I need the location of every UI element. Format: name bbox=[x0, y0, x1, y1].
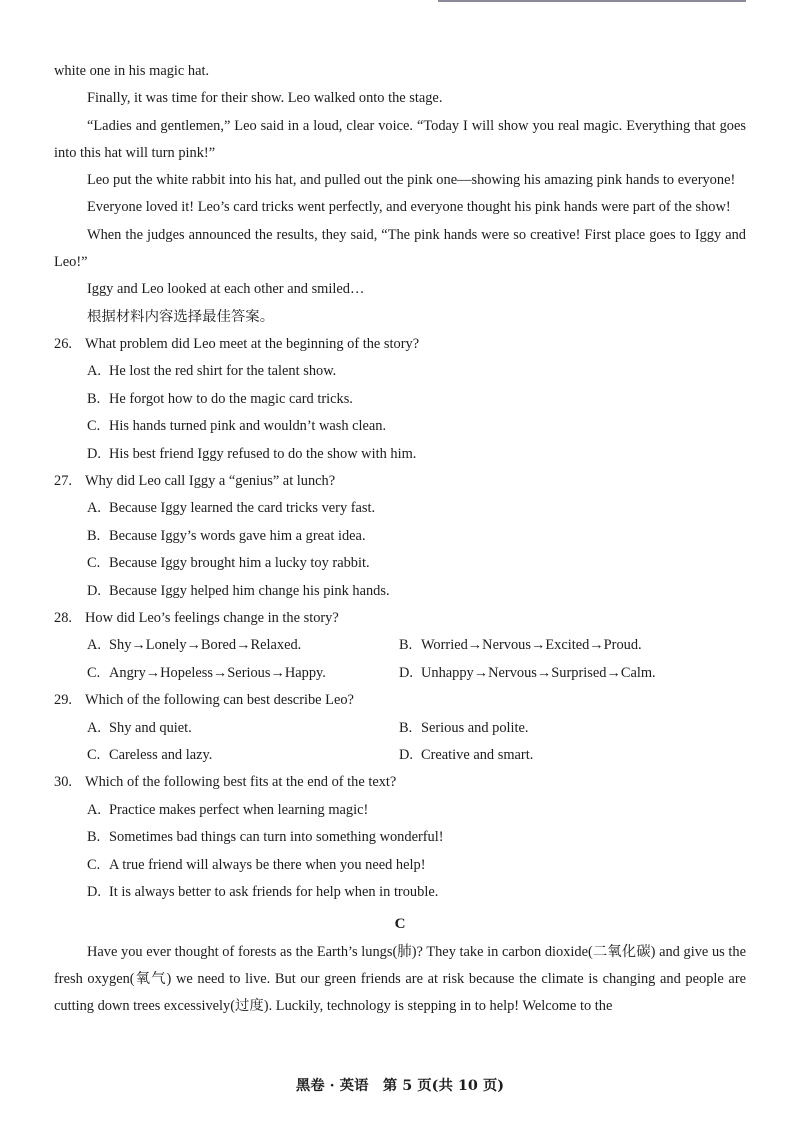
instruction-text: 根据材料内容选择最佳答案。 bbox=[87, 308, 275, 325]
question-stem bbox=[54, 468, 746, 495]
option-row bbox=[54, 550, 746, 577]
story-paragraph: Everyone loved it! Leo’s card tricks went perfectly, and everyone thought his pink hands were part of the show! bbox=[87, 199, 731, 216]
option-row bbox=[54, 824, 746, 851]
option-row bbox=[54, 386, 746, 413]
option-a[interactable]: A. Practice makes perfect when learning magic! bbox=[87, 801, 369, 818]
option-row bbox=[54, 660, 746, 687]
option-b[interactable]: B. Serious and polite. bbox=[399, 719, 529, 736]
exam-page bbox=[54, 58, 746, 1020]
option-a[interactable]: A. He lost the red shirt for the talent show. bbox=[87, 363, 337, 380]
option-row bbox=[54, 632, 746, 659]
question-30 bbox=[54, 769, 746, 906]
section-c-paragraph: Have you ever thought of forests as the Earth’s lungs(肺)? They take in carbon dioxide(二氧化碳) and give us the fresh oxygen(氧气) we need to live. But our green friends are at risk because the climate is changing and people are cutting down trees excessively(过度). Luckily, technology is stepping in to help! Welcome to the bbox=[54, 943, 746, 1015]
option-d[interactable]: D. It is always better to ask friends for help when in trouble. bbox=[87, 884, 439, 901]
story-paragraph: white one in his magic hat. bbox=[54, 63, 210, 79]
question-stem bbox=[54, 687, 746, 714]
option-d[interactable]: D. His best friend Iggy refused to do the show with him. bbox=[87, 445, 417, 462]
question-text: Which of the following best fits at the end of the text? bbox=[85, 774, 397, 791]
story-paragraph: “Ladies and gentlemen,” Leo said in a loud, clear voice. “Today I will show you real magic. Everything that goes into this hat will turn pink!” bbox=[54, 117, 746, 161]
question-number: 29. bbox=[54, 692, 72, 709]
top-border-line bbox=[438, 0, 746, 2]
option-c[interactable]: C. Angry→Hopeless→Serious→Happy. bbox=[87, 664, 326, 681]
option-row bbox=[54, 441, 746, 468]
question-stem bbox=[54, 331, 746, 358]
option-row bbox=[54, 879, 746, 906]
question-28 bbox=[54, 605, 746, 687]
story-paragraph: Finally, it was time for their show. Leo walked onto the stage. bbox=[87, 90, 443, 107]
option-row bbox=[54, 852, 746, 879]
option-row bbox=[54, 358, 746, 385]
question-number: 26. bbox=[54, 335, 72, 352]
section-heading: C bbox=[394, 915, 406, 932]
option-c[interactable]: C. A true friend will always be there when you need help! bbox=[87, 856, 426, 873]
story-continuation bbox=[54, 58, 746, 331]
option-row bbox=[54, 742, 746, 769]
option-row bbox=[54, 413, 746, 440]
option-a[interactable]: A. Because Iggy learned the card tricks very fast. bbox=[87, 500, 376, 517]
question-27 bbox=[54, 468, 746, 605]
option-d[interactable]: D. Because Iggy helped him change his pink hands. bbox=[87, 582, 390, 599]
option-b[interactable]: B. Worried→Nervous→Excited→Proud. bbox=[399, 637, 642, 654]
option-b[interactable]: B. Because Iggy’s words gave him a great idea. bbox=[87, 527, 366, 544]
option-row bbox=[54, 495, 746, 522]
question-text: Why did Leo call Iggy a “genius” at lunch? bbox=[85, 473, 336, 489]
question-number: 27. bbox=[54, 473, 72, 489]
question-number: 28. bbox=[54, 610, 72, 627]
story-paragraph: When the judges announced the results, they said, “The pink hands were so creative! First place goes to Iggy and Leo!” bbox=[54, 226, 746, 271]
option-b[interactable]: B. Sometimes bad things can turn into something wonderful! bbox=[87, 829, 444, 846]
page-footer: 黑卷 · 英语 第 5 页(共 10 页) bbox=[295, 1077, 505, 1094]
question-stem bbox=[54, 605, 746, 632]
option-c[interactable]: C. Because Iggy brought him a lucky toy rabbit. bbox=[87, 555, 370, 572]
option-a[interactable]: A. Shy and quiet. bbox=[87, 719, 192, 736]
option-row bbox=[54, 715, 746, 742]
option-d[interactable]: D. Unhappy→Nervous→Surprised→Calm. bbox=[399, 664, 656, 681]
option-d[interactable]: D. Creative and smart. bbox=[399, 747, 534, 764]
question-stem bbox=[54, 769, 746, 796]
option-a[interactable]: A. Shy→Lonely→Bored→Relaxed. bbox=[87, 637, 302, 654]
question-text: Which of the following can best describe Leo? bbox=[85, 692, 354, 709]
option-c[interactable]: C. Careless and lazy. bbox=[87, 747, 213, 764]
story-paragraph: Leo put the white rabbit into his hat, and pulled out the pink one—showing his amazing pink hands to everyone! bbox=[87, 172, 736, 189]
question-number: 30. bbox=[54, 774, 72, 791]
option-row bbox=[54, 578, 746, 605]
story-paragraph: Iggy and Leo looked at each other and smiled… bbox=[87, 281, 365, 298]
question-text: How did Leo’s feelings change in the story? bbox=[85, 610, 339, 627]
option-row bbox=[54, 523, 746, 550]
question-29 bbox=[54, 687, 746, 769]
option-row bbox=[54, 797, 746, 824]
question-text: What problem did Leo meet at the beginning of the story? bbox=[85, 335, 420, 352]
option-c[interactable]: C. His hands turned pink and wouldn’t wash clean. bbox=[87, 418, 387, 435]
option-b[interactable]: B. He forgot how to do the magic card tricks. bbox=[87, 390, 353, 407]
question-26 bbox=[54, 331, 746, 468]
